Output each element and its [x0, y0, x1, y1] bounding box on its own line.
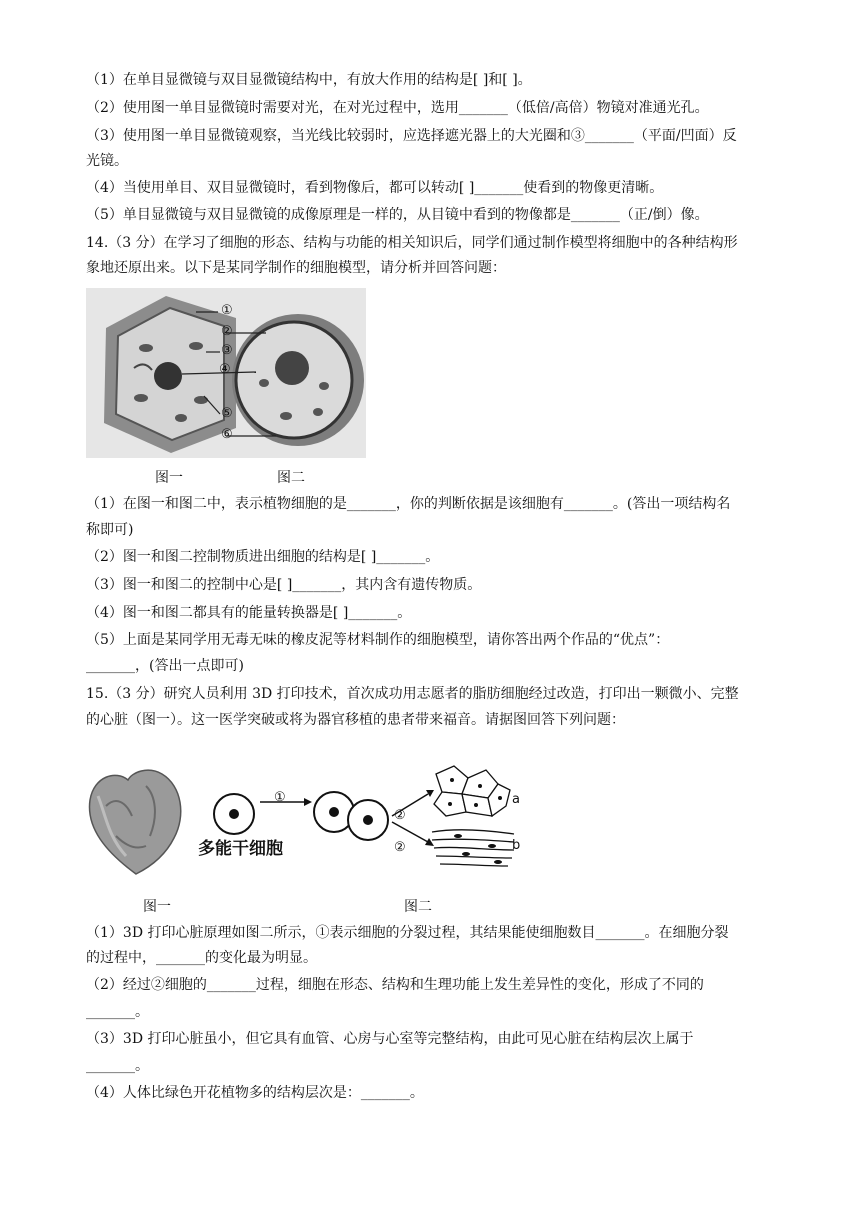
q14-item-4: （4）图一和图二都具有的能量转换器是[ ]_______。 [86, 605, 412, 621]
q13-item-5: （5）单目显微镜与双目显微镜的成像原理是一样的，从目镜中看到的物像都是_______（正/倒）像。 [86, 207, 709, 223]
q15-item-4: （4）人体比绿色开花植物多的结构层次是：_______。 [86, 1085, 424, 1101]
step-2-label-upper: ② [394, 808, 406, 823]
q14-item-5-line-1: （5）上面是某同学用无毒无味的橡皮泥等材料制作的细胞模型，请你答出两个作品的“优点”： [86, 632, 670, 648]
plant-cell-model [104, 296, 236, 453]
stem-cell-label: 多能干细胞 [198, 839, 283, 859]
label-4: ④ [219, 362, 231, 377]
q14-intro-line-1: 14.（3 分）在学习了细胞的形态、结构与功能的相关知识后，同学们通过制作模型将细胞中的各种结构形 [86, 235, 738, 251]
q14-figure-1-caption: 图一 [155, 470, 183, 486]
q13-item-3-line-1: （3）使用图一单目显微镜观察，当光线比较弱时，应选择遮光器上的大光圈和③_______（平面/凹面）反 [86, 128, 737, 144]
q13-item-3-line-2: 光镜。 [86, 153, 128, 169]
label-3: ③ [221, 343, 233, 358]
q15-figure-2-caption: 图二 [404, 899, 432, 915]
q15-item-1-line-2: 的过程中，_______的变化最为明显。 [86, 950, 317, 966]
step-2-label-lower: ② [394, 840, 406, 855]
heart-3d-print-image [86, 766, 186, 878]
label-1: ① [221, 303, 233, 318]
q13-item-2: （2）使用图一单目显微镜时需要对光，在对光过程中，选用_______（低倍/高倍）物镜对准通光孔。 [86, 100, 709, 116]
q13-item-4: （4）当使用单目、双目显微镜时，看到物像后，都可以转动[ ]_______使看到的物像更清晰。 [86, 180, 664, 196]
q15-item-3-line-1: （3）3D 打印心脏虽小，但它具有血管、心房与心室等完整结构，由此可见心脏在结构层次上属于 [86, 1031, 694, 1047]
q15-item-2-line-2: _______。 [86, 1004, 149, 1020]
step-1-label: ① [274, 790, 286, 805]
q15-item-1-line-1: （1）3D 打印心脏原理如图二所示，①表示细胞的分裂过程，其结果能使细胞数目_______。在细胞分裂 [86, 925, 729, 941]
q15-item-3-line-2: _______。 [86, 1058, 149, 1074]
q14-item-1-line-2: 称即可) [86, 522, 134, 538]
q15-figure-1-caption: 图一 [143, 899, 171, 915]
stem-cell-differentiation-diagram [196, 760, 526, 890]
label-6: ⑥ [221, 427, 233, 442]
q14-item-3: （3）图一和图二的控制中心是[ ]_______，其内含有遗传物质。 [86, 577, 482, 593]
q15-intro-line-1: 15.（3 分）研究人员利用 3D 打印技术，首次成功用志愿者的脂肪细胞经过改造，打印出一颗微小、完整 [86, 686, 739, 702]
q13-item-1: （1）在单目显微镜与双目显微镜结构中，有放大作用的结构是[ ]和[ ]。 [86, 72, 532, 88]
animal-cell-model [232, 314, 364, 446]
q14-figure-2-caption: 图二 [277, 470, 305, 486]
q14-item-5-line-2: _______，(答出一点即可) [86, 658, 244, 674]
label-2: ② [221, 324, 233, 339]
q14-item-2: （2）图一和图二控制物质进出细胞的结构是[ ]_______。 [86, 549, 440, 565]
q15-item-2-line-1: （2）经过②细胞的_______过程，细胞在形态、结构和生理功能上发生差异性的变化，形成了不同的 [86, 977, 704, 993]
label-b: b [512, 838, 521, 853]
label-5: ⑤ [221, 406, 233, 421]
q14-intro-line-2: 象地还原出来。以下是某同学制作的细胞模型，请分析并回答问题： [86, 260, 506, 276]
q15-intro-line-2: 的心脏（图一）。这一医学突破或将为器官移植的患者带来福音。请据图回答下列问题： [86, 712, 625, 728]
label-a: a [512, 792, 520, 807]
q14-item-1-line-1: （1）在图一和图二中，表示植物细胞的是_______，你的判断依据是该细胞有_______。(答出一项结构名 [86, 496, 731, 512]
